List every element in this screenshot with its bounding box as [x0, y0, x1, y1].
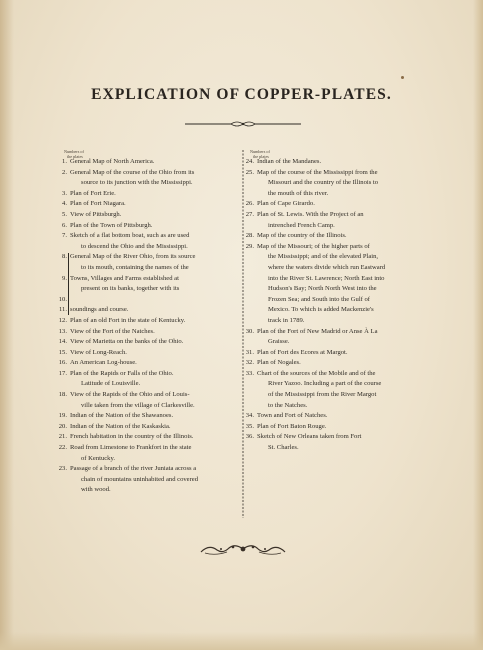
- plate-number: 16.: [58, 359, 67, 367]
- description-line: to the Natches.: [268, 401, 308, 409]
- plate-description: [70, 348, 240, 359]
- plate-number: 25.: [245, 168, 254, 176]
- plate-number: 27.: [245, 210, 254, 218]
- description-line: Sketch of New Orleans taken from Fort: [257, 433, 362, 441]
- description-line: intrenched French Camp.: [268, 221, 335, 229]
- plate-description: [70, 358, 240, 369]
- plate-number: 29.: [245, 242, 254, 250]
- plate-description: [70, 221, 240, 232]
- plate-entry: [56, 316, 240, 327]
- plate-number: 35.: [245, 422, 254, 430]
- description-line: View of the Fort of the Natches.: [70, 327, 155, 335]
- description-line: View of Pittsburgh.: [70, 210, 122, 218]
- description-line: Map of the country of the Illinois.: [257, 232, 347, 240]
- plate-number: 4.: [62, 200, 67, 208]
- description-line: Graisse.: [268, 338, 290, 346]
- column-heading-line: Numbers of: [250, 149, 270, 154]
- description-line: Map of the Missouri; of the higher parts of: [257, 242, 370, 250]
- plate-description: [257, 348, 423, 359]
- plate-description: [70, 432, 240, 443]
- plate-description: [70, 231, 240, 252]
- plate-entry: [243, 242, 423, 327]
- description-line: of Kentucky.: [81, 454, 115, 462]
- description-line: Plan of Fort Niagara.: [70, 200, 126, 208]
- plate-description: [70, 464, 240, 496]
- description-line: the Mississippi; and of the elevated Plain,: [268, 253, 379, 261]
- plate-number: 3.: [62, 189, 67, 197]
- plate-number: 1.: [62, 158, 67, 165]
- plate-entry: [243, 168, 423, 200]
- plate-number: 15.: [58, 348, 67, 356]
- description-line: into the River St. Lawrence; North East into: [268, 274, 385, 282]
- page-title: EXPLICATION OF COPPER-PLATES.: [91, 86, 392, 103]
- description-line: where the waters divide which run Eastward: [268, 263, 386, 271]
- plate-number: 2.: [62, 168, 67, 176]
- plate-entry: [56, 168, 240, 189]
- plate-entry: [56, 295, 240, 306]
- description-line: French habitation in the country of the Illinois.: [70, 433, 194, 441]
- description-line: General Map of the River Ohio, from its source: [70, 253, 196, 261]
- description-line: Map of the course of the Mississippi from the: [257, 168, 378, 176]
- plate-description: [257, 210, 423, 231]
- description-line: Plan of St. Lewis. With the Project of an: [257, 210, 364, 218]
- plate-description: [257, 411, 423, 422]
- plate-description: [70, 369, 240, 390]
- description-line: to descend the Ohio and the Mississippi.: [81, 242, 188, 250]
- description-line: Indian of the Mandanes.: [257, 158, 322, 165]
- plate-number: 24.: [245, 158, 254, 165]
- description-line: with wood.: [81, 486, 111, 494]
- description-line: Plan of the Rapids or Falls of the Ohio.: [70, 369, 174, 377]
- description-line: Road from Limestone to Frankfort in the state: [70, 444, 192, 452]
- description-line: chain of mountains uninhabited and covered: [81, 475, 199, 483]
- plate-entry: [56, 422, 240, 433]
- plate-entry: [56, 252, 240, 273]
- plate-number: 31.: [245, 348, 254, 356]
- description-line: Indian of the Nation of the Kaskaskia.: [70, 422, 171, 430]
- plate-description: [70, 411, 240, 422]
- description-line: Latitude of Louisville.: [81, 380, 141, 388]
- title-ornament-rule: [183, 119, 303, 129]
- description-line: View of the Rapids of the Ohio and of Louis-: [70, 391, 190, 399]
- description-line: Towns, Villages and Farms established at: [70, 274, 179, 282]
- plate-description: [70, 168, 240, 189]
- plate-description: [70, 157, 240, 168]
- plate-entry: [243, 411, 423, 422]
- description-line: Plan of the Fort of New Madrid or Anse À La: [257, 327, 378, 335]
- description-line: Town and Fort of Natches.: [257, 412, 328, 420]
- plate-number: 11.: [59, 306, 67, 314]
- description-line: River Yazoo. Including a part of the course: [268, 380, 382, 388]
- description-line: source to its junction with the Mississippi.: [81, 179, 193, 187]
- plate-number: 23.: [58, 465, 67, 473]
- column-divider: [241, 150, 245, 518]
- plate-number: 32.: [245, 359, 254, 367]
- plate-group-bracket: [68, 253, 72, 315]
- plate-entry: [56, 231, 240, 252]
- description-line: ville taken from the village of Clarkesville.: [81, 401, 195, 409]
- description-line: Plan of Cape Girardo.: [257, 200, 315, 208]
- description-line: Passage of a branch of the river Juniata across a: [70, 465, 197, 473]
- plate-entry: [243, 369, 423, 411]
- plate-description: [70, 189, 240, 200]
- plate-entry: [56, 358, 240, 369]
- plate-entry: [56, 390, 240, 411]
- description-line: General Map of the course of the Ohio from its: [70, 168, 195, 176]
- description-line: Indian of the Nation of the Shawanoes.: [70, 412, 174, 420]
- description-line: Hudson's Bay; North North West into the: [268, 285, 377, 293]
- plate-entry: [243, 327, 423, 348]
- description-line: Plan of Fort Erie.: [70, 189, 116, 197]
- plate-number: 10.: [58, 295, 67, 303]
- plate-entry: [56, 348, 240, 359]
- description-line: Plan of Nogales.: [257, 359, 301, 367]
- plate-entry: [56, 464, 240, 496]
- description-line: the mouth of this river.: [268, 189, 329, 197]
- plate-description: [257, 358, 423, 369]
- plate-number: 18.: [58, 391, 67, 399]
- column-heading-line: the plates: [67, 153, 83, 159]
- plate-number: 33.: [245, 369, 254, 377]
- description-line: Mexico. To which is added Mackenzie's: [268, 306, 374, 314]
- plate-entry: [56, 221, 240, 232]
- plate-number: 12.: [58, 316, 67, 324]
- plate-number: 20.: [58, 422, 67, 430]
- description-line: present on its banks, together with its: [81, 285, 180, 293]
- plate-number: 19.: [58, 412, 67, 420]
- plate-number: 8.: [62, 253, 67, 261]
- plate-description: [257, 199, 423, 210]
- description-line: Plan of the Town of Pittsburgh.: [70, 221, 153, 229]
- plate-description: [70, 295, 240, 306]
- plate-description: [70, 316, 240, 327]
- plate-description: [70, 443, 240, 464]
- description-line: General Map of North America.: [70, 158, 155, 165]
- plate-entry: [56, 210, 240, 221]
- plate-description: [257, 432, 423, 453]
- plate-number: 6.: [62, 221, 67, 229]
- description-line: Missouri and the country of the Illinois to: [268, 179, 379, 187]
- column-heading-line: Numbers of: [64, 149, 84, 154]
- plate-number: 26.: [245, 200, 254, 208]
- plate-entry: [56, 443, 240, 464]
- plate-number: 7.: [62, 232, 67, 240]
- plate-number: 13.: [58, 327, 67, 335]
- description-line: of the Mississippi from the River Margot: [268, 391, 377, 399]
- plate-entry: [243, 432, 423, 453]
- plate-description: [257, 242, 423, 327]
- plate-description: [257, 369, 423, 411]
- plate-number: 21.: [58, 433, 67, 441]
- plate-description: [70, 337, 240, 348]
- plate-number: 30.: [245, 327, 254, 335]
- plate-description: [70, 252, 240, 273]
- plate-description: [257, 422, 423, 433]
- description-line: track in 1789.: [268, 316, 305, 324]
- plate-description: [70, 199, 240, 210]
- paper-spot: [401, 76, 404, 79]
- plate-entry: [243, 348, 423, 359]
- description-line: soundings and course.: [70, 306, 129, 314]
- plate-number: 36.: [245, 433, 254, 441]
- plate-entry: [56, 189, 240, 200]
- plate-entry: [243, 231, 423, 242]
- plate-entry: [56, 274, 240, 295]
- plate-number: 22.: [58, 444, 67, 452]
- plate-entry: [56, 305, 240, 316]
- description-line: Chart of the sources of the Mobile and of the: [257, 369, 376, 377]
- plate-description: [257, 168, 423, 200]
- plate-description: [257, 327, 423, 348]
- plate-entry: [56, 327, 240, 338]
- tailpiece-ornament: [197, 540, 289, 558]
- plate-entry: [56, 432, 240, 443]
- description-line: St. Charles.: [268, 444, 299, 452]
- plate-entry: [243, 210, 423, 231]
- description-line: Plan of an old Fort in the state of Kentucky.: [70, 316, 186, 324]
- plate-description: [257, 157, 423, 168]
- plate-entry: [56, 411, 240, 422]
- plate-number: 5.: [62, 210, 67, 218]
- plate-entry: [243, 358, 423, 369]
- plate-number: 28.: [245, 232, 254, 240]
- description-line: Plan of Fort des Ecores at Margot.: [257, 348, 348, 356]
- plate-entry: [243, 422, 423, 433]
- description-line: Sketch of a flat bottom boat, such as are used: [70, 232, 190, 240]
- description-line: An American Log-house.: [70, 359, 137, 367]
- description-line: View of Marietta on the banks of the Ohio.: [70, 338, 184, 346]
- plate-description: [70, 274, 240, 295]
- plate-number: 34.: [245, 412, 254, 420]
- plate-number: 14.: [58, 338, 67, 346]
- plate-number: 9.: [62, 274, 67, 282]
- plate-number: 17.: [58, 369, 67, 377]
- plate-entry: [56, 199, 240, 210]
- plate-entry: [56, 337, 240, 348]
- plate-description: [70, 210, 240, 221]
- plate-description: [70, 305, 240, 316]
- description-line: Frozen Sea; and South into the Gulf of: [268, 295, 371, 303]
- plate-description: [70, 390, 240, 411]
- column-heading-line: the plates: [253, 153, 269, 159]
- description-line: View of Long-Reach.: [70, 348, 127, 356]
- description-line: Plan of Fort Baton Rouge.: [257, 422, 327, 430]
- plate-description: [70, 327, 240, 338]
- plate-description: [257, 231, 423, 242]
- plate-description: [70, 422, 240, 433]
- page-edge-shadow: [0, 632, 483, 650]
- plate-entry: [243, 199, 423, 210]
- description-line: to its mouth, containing the names of the: [81, 263, 189, 271]
- plate-entry: [56, 369, 240, 390]
